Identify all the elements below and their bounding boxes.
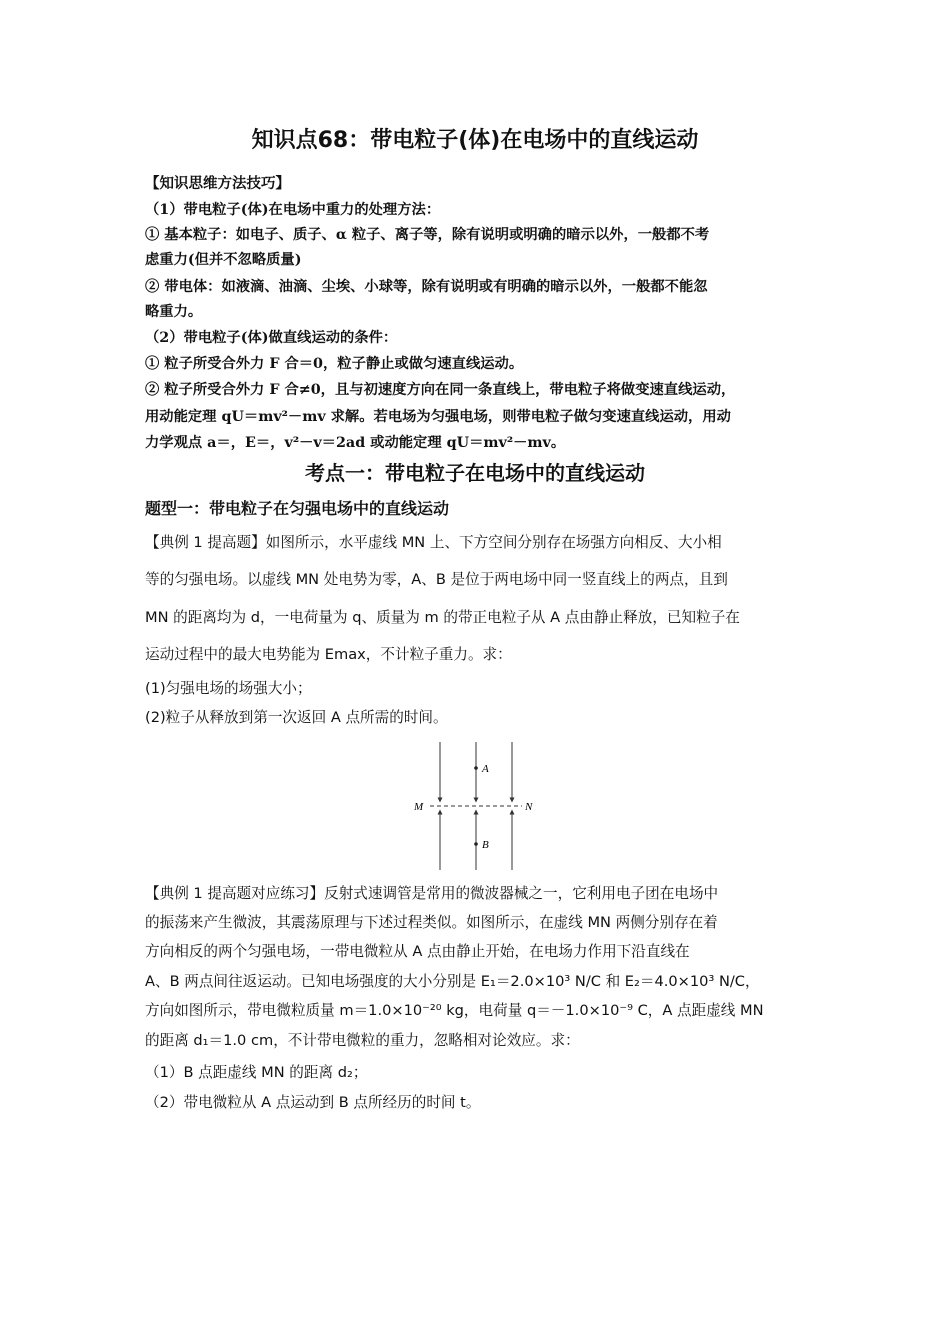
- example1-question: (1)匀强电场的场强大小；: [145, 680, 312, 697]
- knowledge-line: （1）带电粒子(体)在电场中重力的处理方法：: [145, 202, 441, 218]
- example1-line: MN 的距离均为 d，一电荷量为 q、质量为 m 的带正电粒子从 A 点由静止释放，已知粒子在: [145, 609, 740, 626]
- knowledge-line: ② 粒子所受合外力 F 合≠0，且与初速度方向在同一条直线上，带电粒子将做变速直线运动，: [145, 382, 736, 398]
- type-title: 题型一：带电粒子在匀强电场中的直线运动: [145, 499, 450, 518]
- example2-line: 【典例 1 提高题对应练习】反射式速调管是常用的微波器械之一，它利用电子团在电场中: [145, 885, 719, 902]
- label-b: B: [482, 839, 489, 851]
- knowledge-line: ① 基本粒子：如电子、质子、α 粒子、离子等，除有说明或明确的暗示以外，一般都不考: [145, 227, 710, 243]
- label-m: M: [414, 801, 424, 813]
- field-lines-lower: [440, 812, 512, 870]
- example1-question: (2)粒子从释放到第一次返回 A 点所需的时间。: [145, 709, 448, 726]
- point-a: [474, 766, 478, 770]
- knowledge-line: 略重力。: [145, 304, 203, 320]
- page-title: 知识点68：带电粒子(体)在电场中的直线运动: [251, 128, 699, 153]
- field-diagram: [408, 740, 544, 872]
- example1-line: 【典例 1 提高题】如图所示，水平虚线 MN 上、下方空间分别存在场强方向相反、大小相: [145, 534, 722, 551]
- field-lines-upper: [440, 742, 512, 800]
- point-b: [474, 842, 478, 846]
- example2-line: 方向相反的两个匀强电场，一带电微粒从 A 点由静止开始，在电场力作用下沿直线在: [145, 943, 690, 960]
- knowledge-line: ② 带电体：如液滴、油滴、尘埃、小球等，除有说明或有明确的暗示以外，一般都不能忽: [145, 279, 708, 295]
- label-a: A: [482, 763, 489, 775]
- knowledge-line: ① 粒子所受合外力 F 合＝0，粒子静止或做匀速直线运动。: [145, 356, 524, 372]
- knowledge-line: （2）带电粒子(体)做直线运动的条件：: [145, 330, 398, 346]
- knowledge-line: 用动能定理 qU＝mv²－mv 求解。若电场为匀强电场，则带电粒子做匀变速直线运动，用动: [145, 409, 731, 425]
- example1-line: 运动过程中的最大电势能为 Emax，不计粒子重力。求：: [145, 646, 512, 663]
- example2-question: （1）B 点距虚线 MN 的距离 d₂；: [145, 1064, 368, 1081]
- example2-line: 方向如图所示，带电微粒质量 m＝1.0×10⁻²⁰ kg，电荷量 q＝－1.0×10⁻⁹ C，A 点距虚线 MN: [145, 1002, 764, 1019]
- label-n: N: [525, 801, 533, 813]
- example2-question: （2）带电微粒从 A 点运动到 B 点所经历的时间 t。: [145, 1094, 481, 1111]
- knowledge-heading: 【知识思维方法技巧】: [145, 176, 290, 192]
- knowledge-line: 虑重力(但并不忽略质量): [145, 252, 302, 268]
- example1-line: 等的匀强电场。以虚线 MN 处电势为零，A、B 是位于两电场中同一竖直线上的两点，且到: [145, 571, 728, 588]
- example2-line: 的振荡来产生微波，其震荡原理与下述过程类似。如图所示，在虚线 MN 两侧分别存在着: [145, 914, 718, 931]
- section-title: 考点一：带电粒子在电场中的直线运动: [305, 461, 645, 485]
- knowledge-line: 力学观点 a＝，E＝，v²－v＝2ad 或动能定理 qU＝mv²－mv。: [145, 435, 566, 451]
- example2-line: A、B 两点间往返运动。已知电场强度的大小分别是 E₁＝2.0×10³ N/C 和 E₂＝4.0×10³ N/C，: [145, 973, 760, 990]
- example2-line: 的距离 d₁＝1.0 cm，不计带电微粒的重力，忽略相对论效应。求：: [145, 1032, 580, 1049]
